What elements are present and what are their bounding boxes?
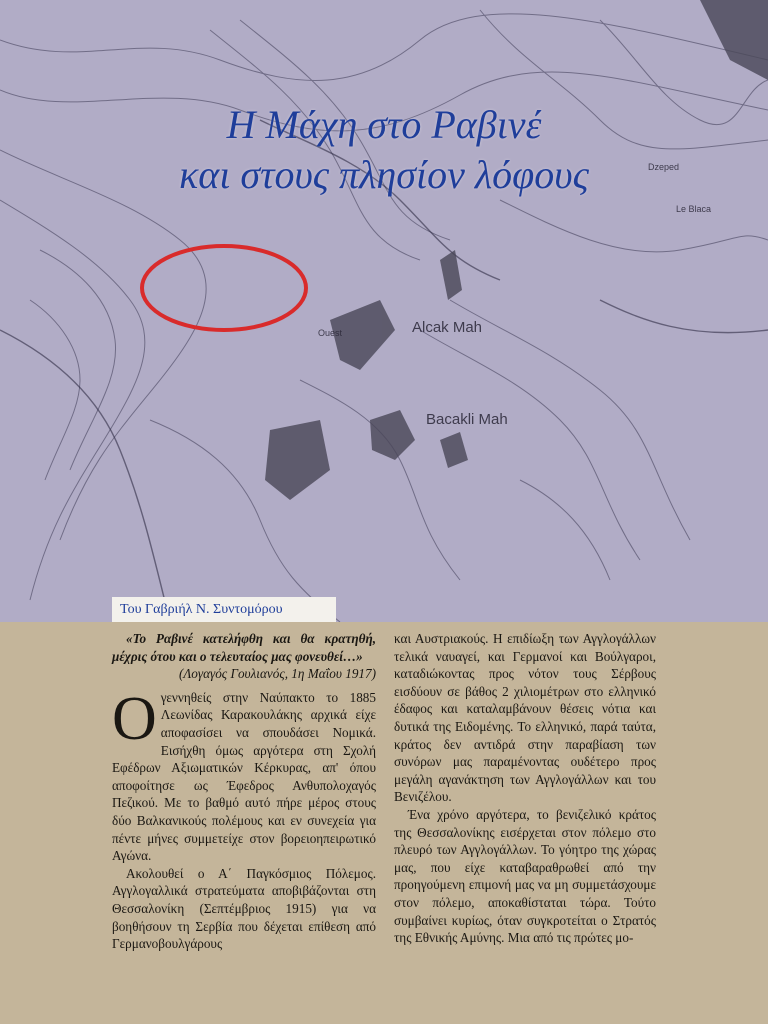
drop-cap: Ο — [112, 684, 157, 753]
map-label: Alcak Mah — [412, 319, 483, 336]
title-line-1: Η Μάχη στο Ραβινέ — [226, 102, 542, 147]
paragraph — [112, 684, 376, 865]
map-label: Bacakli Mah — [426, 411, 508, 428]
paragraph: και Αυστριακούς. Η επιδίωξη των Αγγλογάλλων τελικά ναυαγεί, και Γερμανοί και Βούλγαροι, καταδιώκοντας προς νότον τους Σέρβους εισδύουν σε βάθος 2 χιλιομέτρων στο ελληνικό έδαφος και καταλαμβάνουν θέσεις νότια και δυτικά της Ειδομένης. Το ελληνικό, παρά ταύτα, κράτος δεν αντιδρά στην παραβίαση των συνόρων μας παραμένοντας ουδέτερο προς μεγάλη αγανάκτηση των Αγγλογάλλων και του Βενιζέλου. — [394, 631, 656, 805]
title-line-2: και στους πλησίον λόφους — [179, 152, 589, 197]
column-left — [112, 630, 376, 953]
author-byline: Του Γαβριήλ Ν. Συντομόρου — [112, 597, 336, 622]
map-label: Le Blaca — [676, 204, 712, 214]
epigraph-quote: «Το Ραβινέ κατελήφθη και θα κρατηθή, μέχρις ότου και ο τελευταίος μας φονευθεί…» — [112, 631, 376, 664]
paragraph-text: γεννηθείς στην Ναύπακτο το 1885 Λεωνίδας Καρακουλάκης αρχικά είχε αποφασίσει να σπουδάσει Νομικά. Εισήχθη όμως αργότερα στη Σχολή Εφέδρων Αξιωματικών Κέρκυρας, απ' όπου αποφοίτησε ως Έφεδρος Ανθυπολοχαγός Πεζικού. Με το βαθμό αυτό πήρε μέρος στους δύο Βαλκανικούς πολέμους και εν συνεχεία για πέντε μήνες συμμετείχε στον βορειοηπειρωτικό Αγώνα. — [112, 689, 376, 864]
epigraph-source: (Λογαγός Γουλιανός, 1η Μαΐου 1917) — [178, 666, 376, 682]
article-title — [0, 100, 768, 200]
column-right — [394, 630, 656, 947]
map-label: Dzeped — [648, 162, 680, 172]
paragraph: Ακολουθεί ο Α΄ Παγκόσμιος Πόλεμος. Αγγλογαλλικά στρατεύματα αποβιβάζονται στη Θεσσαλονίκη (Σεπτέμβριος 1915) για να βοηθήσουν τη Σερβία που δέχεται επίθεση από Γερμανοβουλγάρους — [112, 865, 376, 952]
map-label: Ouest — [318, 328, 343, 338]
paragraph: Ένα χρόνο αργότερα, το βενιζελικό κράτος της Θεσσαλονίκης εισέρχεται στον πόλεμο στο πλευρό των Αγγλογάλλων. Το γόητρο της χώρας μας, που είχε καταβαραθρωθεί από την προηγούμενη επιμονή μας να μη συμμετάσχουμε στον πόλεμο, αποκαθίσταται τώρα. Τούτο συμβαίνει κυρίως, όταν συγκροτείται ο Στρατός της Εθνικής Αμύνης. Μια από τις πρώτες μο- — [394, 806, 656, 946]
